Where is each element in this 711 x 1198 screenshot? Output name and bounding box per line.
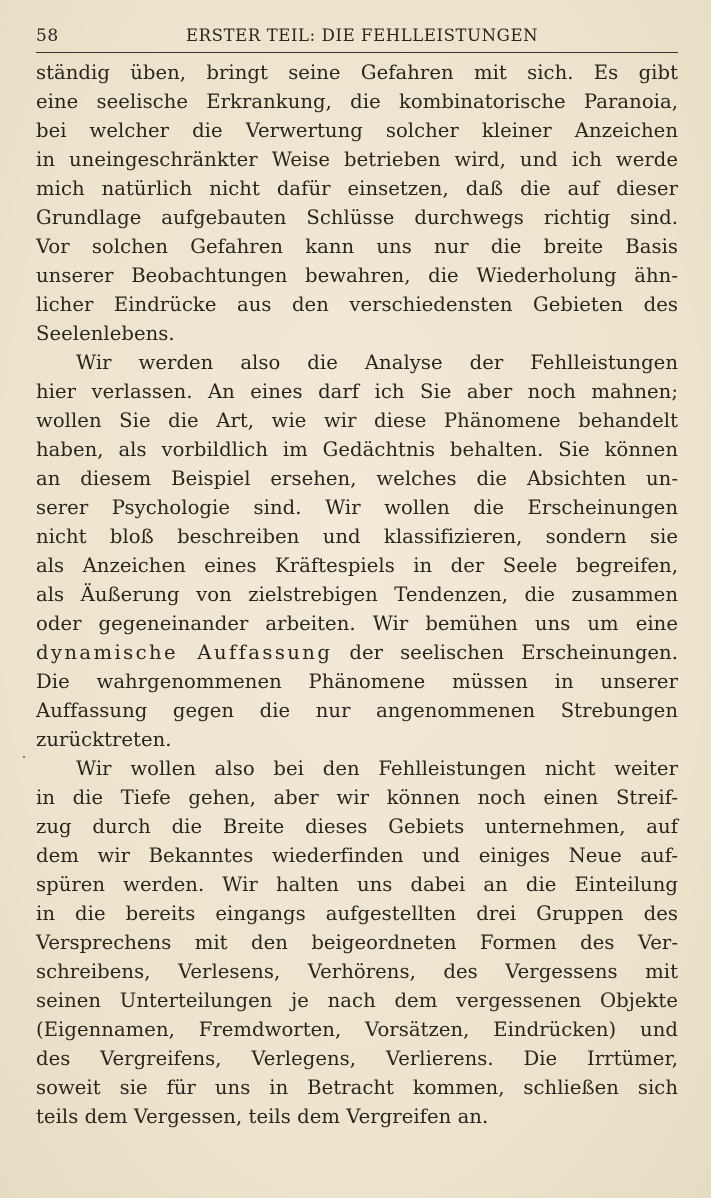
text-line: soweit sie für uns in Betracht kommen, schließen sich <box>36 1076 678 1099</box>
text-line: unserer Beobachtungen bewahren, die Wiederholung ähn- <box>36 264 678 287</box>
text-line: (Eigennamen, Fremdworten, Vorsätzen, Eindrücken) und <box>36 1018 678 1041</box>
text-line: Wir werden also die Analyse der Fehlleistungen <box>76 351 678 374</box>
text-line: nicht bloß beschreiben und klassifizieren, sondern sie <box>36 525 678 548</box>
text-line: Versprechens mit den beigeordneten Formen des Ver- <box>36 931 678 954</box>
text-line: an diesem Beispiel ersehen, welches die Absichten un- <box>36 467 678 490</box>
running-title: ERSTER TEIL: DIE FEHLLEISTUNGEN <box>186 26 539 45</box>
text-line: des Vergreifens, Verlegens, Verlierens. Die Irrtümer, <box>36 1047 678 1070</box>
text-line: zurücktreten. <box>36 728 172 751</box>
text-line: hier verlassen. An eines darf ich Sie aber noch mahnen; <box>36 380 678 403</box>
text-line: zug durch die Breite dieses Gebiets unternehmen, auf <box>36 815 678 838</box>
text-line: schreibens, Verlesens, Verhörens, des Vergessens mit <box>36 960 678 983</box>
text-line: oder gegeneinander arbeiten. Wir bemühen uns um eine <box>36 612 678 635</box>
text-line: in die bereits eingangs aufgestellten drei Gruppen des <box>36 902 678 925</box>
text-line: als Äußerung von zielstrebigen Tendenzen, die zusammen <box>36 583 678 606</box>
page-number: 58 <box>36 26 59 46</box>
text-line: mich natürlich nicht dafür einsetzen, daß die auf dieser <box>36 177 678 200</box>
text-line: seinen Unterteilungen je nach dem vergessenen Objekte <box>36 989 678 1012</box>
text-line: in die Tiefe gehen, aber wir können noch einen Streif- <box>36 786 678 809</box>
text-line: wollen Sie die Art, wie wir diese Phänomene behandelt <box>36 409 678 432</box>
text-line: Seelenlebens. <box>36 322 175 345</box>
text-line: in uneingeschränkter Weise betrieben wird, und ich werde <box>36 148 678 171</box>
text-line: eine seelische Erkrankung, die kombinatorische Paranoia, <box>36 90 678 113</box>
text-line: dem wir Bekanntes wiederfinden und einiges Neue auf- <box>36 844 678 867</box>
spaced-emphasis: dynamische Auffassung <box>36 641 333 664</box>
text-line: Die wahrgenommenen Phänomene müssen in unserer <box>36 670 678 693</box>
text-line: serer Psychologie sind. Wir wollen die Erscheinungen <box>36 496 678 519</box>
text-line: spüren werden. Wir halten uns dabei an die Einteilung <box>36 873 678 896</box>
text-line-spaced <box>36 638 678 667</box>
text-line: Grundlage aufgebauten Schlüsse durchwegs richtig sind. <box>36 206 678 229</box>
text-line: licher Eindrücke aus den verschiedensten Gebieten des <box>36 293 678 316</box>
text-line: Vor solchen Gefahren kann uns nur die breite Basis <box>36 235 678 258</box>
page-header <box>36 22 678 53</box>
text-line: haben, als vorbildlich im Gedächtnis behalten. Sie können <box>36 438 678 461</box>
margin-speck <box>23 756 25 758</box>
text-line: bei welcher die Verwertung solcher kleiner Anzeichen <box>36 119 678 142</box>
text-line: Auffassung gegen die nur angenommenen Strebungen <box>36 699 678 722</box>
text-line: als Anzeichen eines Kräftespiels in der Seele begreifen, <box>36 554 678 577</box>
text-line: teils dem Vergessen, teils dem Vergreifen an. <box>36 1105 489 1128</box>
text-line: Wir wollen also bei den Fehlleistungen nicht weiter <box>76 757 678 780</box>
text-line: ständig üben, bringt seine Gefahren mit sich. Es gibt <box>36 61 678 84</box>
spaced-line-rest: der seelischen Erscheinungen. <box>332 641 679 664</box>
body-text <box>36 58 678 1131</box>
